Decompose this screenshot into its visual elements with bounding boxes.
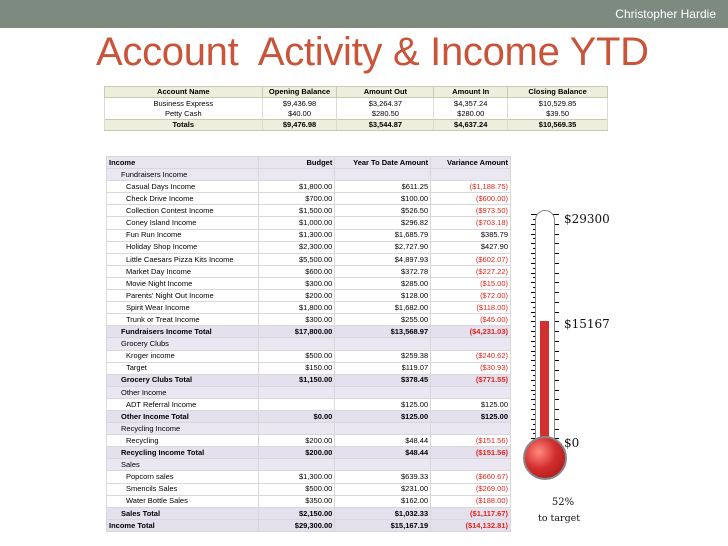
col-budget: Budget [258, 157, 335, 169]
income-name: Trunk or Treat Income [107, 314, 259, 326]
ytd-amount: $526.50 [335, 205, 431, 217]
ytd-amount: $125.00 [335, 398, 431, 410]
section-row [107, 169, 511, 181]
total-row [107, 410, 511, 422]
budget: $1,150.00 [258, 374, 335, 386]
income-name: Recycling Income Total [107, 447, 259, 459]
variance: ($703.18) [431, 217, 511, 229]
income-name: Other Income Total [107, 410, 259, 422]
income-name: Market Day Income [107, 265, 259, 277]
closing-balance: $39.50 [508, 109, 608, 120]
variance: ($72.00) [431, 290, 511, 302]
income-name: Recycling Income [107, 423, 259, 435]
budget [258, 169, 335, 181]
ytd-amount: $259.38 [335, 350, 431, 362]
income-name: ADT Referral Income [107, 398, 259, 410]
table-row [107, 217, 511, 229]
budget [258, 398, 335, 410]
col-variance: Variance Amount [431, 157, 511, 169]
income-name: Grocery Clubs Total [107, 374, 259, 386]
table-row [107, 483, 511, 495]
col-income: Income [107, 157, 259, 169]
variance [431, 423, 511, 435]
ytd-amount: $15,167.19 [335, 519, 431, 531]
table-row [107, 229, 511, 241]
income-name: Other Income [107, 386, 259, 398]
section-row [107, 386, 511, 398]
table-row [107, 398, 511, 410]
table-row [107, 181, 511, 193]
income-name: Grocery Clubs [107, 338, 259, 350]
budget: $2,150.00 [258, 507, 335, 519]
ytd-amount: $119.07 [335, 362, 431, 374]
author-name: Christopher Hardie [615, 7, 716, 21]
ytd-amount [335, 459, 431, 471]
table-row [107, 265, 511, 277]
goal-thermometer [520, 200, 620, 530]
thermometer-tube [535, 210, 555, 448]
budget: $200.00 [258, 447, 335, 459]
table-row [107, 253, 511, 265]
income-name: Fundraisers Income [107, 169, 259, 181]
budget: $29,300.00 [258, 519, 335, 531]
variance: ($973.50) [431, 205, 511, 217]
ytd-amount: $162.00 [335, 495, 431, 507]
section-row [107, 338, 511, 350]
zero-label: $0 [564, 436, 580, 450]
budget [258, 423, 335, 435]
totals-row [105, 120, 608, 131]
budget: $200.00 [258, 435, 335, 447]
variance: $385.79 [431, 229, 511, 241]
closing-balance: $10,529.85 [508, 98, 608, 109]
budget: $1,300.00 [258, 471, 335, 483]
income-name: Income Total [107, 519, 259, 531]
income-name: Fun Run Income [107, 229, 259, 241]
income-header-row [107, 157, 511, 169]
opening-balance: $9,436.98 [262, 98, 337, 109]
total-row [107, 374, 511, 386]
account-name: Totals [105, 120, 263, 131]
income-name: Little Caesars Pizza Kits Income [107, 253, 259, 265]
variance: ($771.55) [431, 374, 511, 386]
ytd-amount [335, 386, 431, 398]
budget [258, 338, 335, 350]
table-row [107, 241, 511, 253]
variance: ($1,117.67) [431, 507, 511, 519]
variance: ($14,132.81) [431, 519, 511, 531]
amount-out: $3,544.87 [337, 120, 434, 131]
income-name: Sales [107, 459, 259, 471]
variance: ($151.56) [431, 435, 511, 447]
account-summary-table [104, 86, 608, 131]
variance: ($4,231.03) [431, 326, 511, 338]
account-name: Petty Cash [105, 109, 263, 120]
table-row [107, 314, 511, 326]
ytd-amount [335, 423, 431, 435]
percent-to-target: 52% [551, 497, 575, 508]
budget: $500.00 [258, 483, 335, 495]
total-row [107, 326, 511, 338]
ytd-label: $15167 [564, 316, 610, 331]
col-ytd-amount: Year To Date Amount [335, 157, 431, 169]
income-name: Smencils Sales [107, 483, 259, 495]
ytd-amount: $2,727.90 [335, 241, 431, 253]
col-opening-balance: Opening Balance [262, 87, 337, 98]
ytd-amount: $255.00 [335, 314, 431, 326]
income-name: Target [107, 362, 259, 374]
table-row [107, 205, 511, 217]
budget: $5,500.00 [258, 253, 335, 265]
budget: $0.00 [258, 410, 335, 422]
income-name: Fundraisers Income Total [107, 326, 259, 338]
budget: $200.00 [258, 290, 335, 302]
variance: ($240.62) [431, 350, 511, 362]
variance [431, 386, 511, 398]
ytd-amount: $1,685.79 [335, 229, 431, 241]
summary-header-row [105, 87, 608, 98]
variance: ($660.67) [431, 471, 511, 483]
ytd-amount: $48.44 [335, 435, 431, 447]
income-name: Check Drive Income [107, 193, 259, 205]
income-table [106, 156, 511, 532]
table-row [107, 193, 511, 205]
budget [258, 386, 335, 398]
ytd-amount: $4,897.93 [335, 253, 431, 265]
variance: ($30.93) [431, 362, 511, 374]
top-bar [0, 0, 728, 28]
budget: $2,300.00 [258, 241, 335, 253]
total-row [107, 519, 511, 531]
table-row [107, 302, 511, 314]
section-row [107, 423, 511, 435]
variance: ($188.00) [431, 495, 511, 507]
table-row [107, 290, 511, 302]
variance: ($227.22) [431, 265, 511, 277]
income-name: Movie Night Income [107, 277, 259, 289]
variance: ($151.56) [431, 447, 511, 459]
opening-balance: $9,476.98 [262, 120, 337, 131]
closing-balance: $10,569.35 [508, 120, 608, 131]
goal-label: $29300 [564, 212, 610, 226]
income-name: Holiday Shop Income [107, 241, 259, 253]
total-row [107, 447, 511, 459]
variance: ($602.07) [431, 253, 511, 265]
ytd-amount: $231.00 [335, 483, 431, 495]
ytd-amount: $372.78 [335, 265, 431, 277]
ytd-amount [335, 338, 431, 350]
total-row [107, 507, 511, 519]
income-name: Casual Days Income [107, 181, 259, 193]
variance: ($600.00) [431, 193, 511, 205]
variance: $125.00 [431, 410, 511, 422]
income-name: Popcorn sales [107, 471, 259, 483]
variance: ($1,188.75) [431, 181, 511, 193]
budget: $1,800.00 [258, 181, 335, 193]
ytd-amount: $125.00 [335, 410, 431, 422]
table-row [107, 471, 511, 483]
to-target-caption: to target [538, 513, 581, 524]
table-row [105, 109, 608, 120]
ytd-amount: $1,032.33 [335, 507, 431, 519]
budget: $300.00 [258, 277, 335, 289]
budget: $1,000.00 [258, 217, 335, 229]
table-row [107, 350, 511, 362]
variance: ($45.00) [431, 314, 511, 326]
account-name: Business Express [105, 98, 263, 109]
variance: $427.90 [431, 241, 511, 253]
budget: $1,300.00 [258, 229, 335, 241]
col-closing-balance: Closing Balance [508, 87, 608, 98]
budget: $1,800.00 [258, 302, 335, 314]
income-name: Recycling [107, 435, 259, 447]
col-account-name: Account Name [105, 87, 263, 98]
budget: $500.00 [258, 350, 335, 362]
ytd-amount [335, 169, 431, 181]
table-row [107, 435, 511, 447]
ytd-amount: $285.00 [335, 277, 431, 289]
income-name: Collection Contest Income [107, 205, 259, 217]
ytd-amount: $48.44 [335, 447, 431, 459]
ytd-amount: $639.33 [335, 471, 431, 483]
income-name: Kroger income [107, 350, 259, 362]
budget: $1,500.00 [258, 205, 335, 217]
table-row [107, 362, 511, 374]
budget: $17,800.00 [258, 326, 335, 338]
ytd-amount: $13,568.97 [335, 326, 431, 338]
table-row [105, 98, 608, 109]
amount-out: $280.50 [337, 109, 434, 120]
thermometer-bulb [523, 436, 567, 480]
ytd-amount: $1,682.00 [335, 302, 431, 314]
budget [258, 459, 335, 471]
thermometer-mercury [540, 321, 549, 448]
section-row [107, 459, 511, 471]
budget: $150.00 [258, 362, 335, 374]
ytd-amount: $611.25 [335, 181, 431, 193]
amount-in: $280.00 [434, 109, 508, 120]
budget: $600.00 [258, 265, 335, 277]
variance [431, 459, 511, 471]
table-row [107, 495, 511, 507]
income-name: Sales Total [107, 507, 259, 519]
ytd-amount: $378.45 [335, 374, 431, 386]
variance: $125.00 [431, 398, 511, 410]
opening-balance: $40.00 [262, 109, 337, 120]
budget: $300.00 [258, 314, 335, 326]
variance: ($15.00) [431, 277, 511, 289]
variance: ($269.00) [431, 483, 511, 495]
table-row [107, 277, 511, 289]
income-name: Spirit Wear Income [107, 302, 259, 314]
page-title: Account Activity & Income YTD [96, 30, 649, 74]
amount-out: $3,264.37 [337, 98, 434, 109]
ytd-amount: $296.82 [335, 217, 431, 229]
col-amount-in: Amount In [434, 87, 508, 98]
income-name: Parents' Night Out Income [107, 290, 259, 302]
income-name: Water Bottle Sales [107, 495, 259, 507]
variance [431, 169, 511, 181]
income-name: Coney Island Income [107, 217, 259, 229]
ytd-amount: $128.00 [335, 290, 431, 302]
ytd-amount: $100.00 [335, 193, 431, 205]
amount-in: $4,637.24 [434, 120, 508, 131]
variance: ($118.00) [431, 302, 511, 314]
budget: $350.00 [258, 495, 335, 507]
budget: $700.00 [258, 193, 335, 205]
variance [431, 338, 511, 350]
amount-in: $4,357.24 [434, 98, 508, 109]
col-amount-out: Amount Out [337, 87, 434, 98]
